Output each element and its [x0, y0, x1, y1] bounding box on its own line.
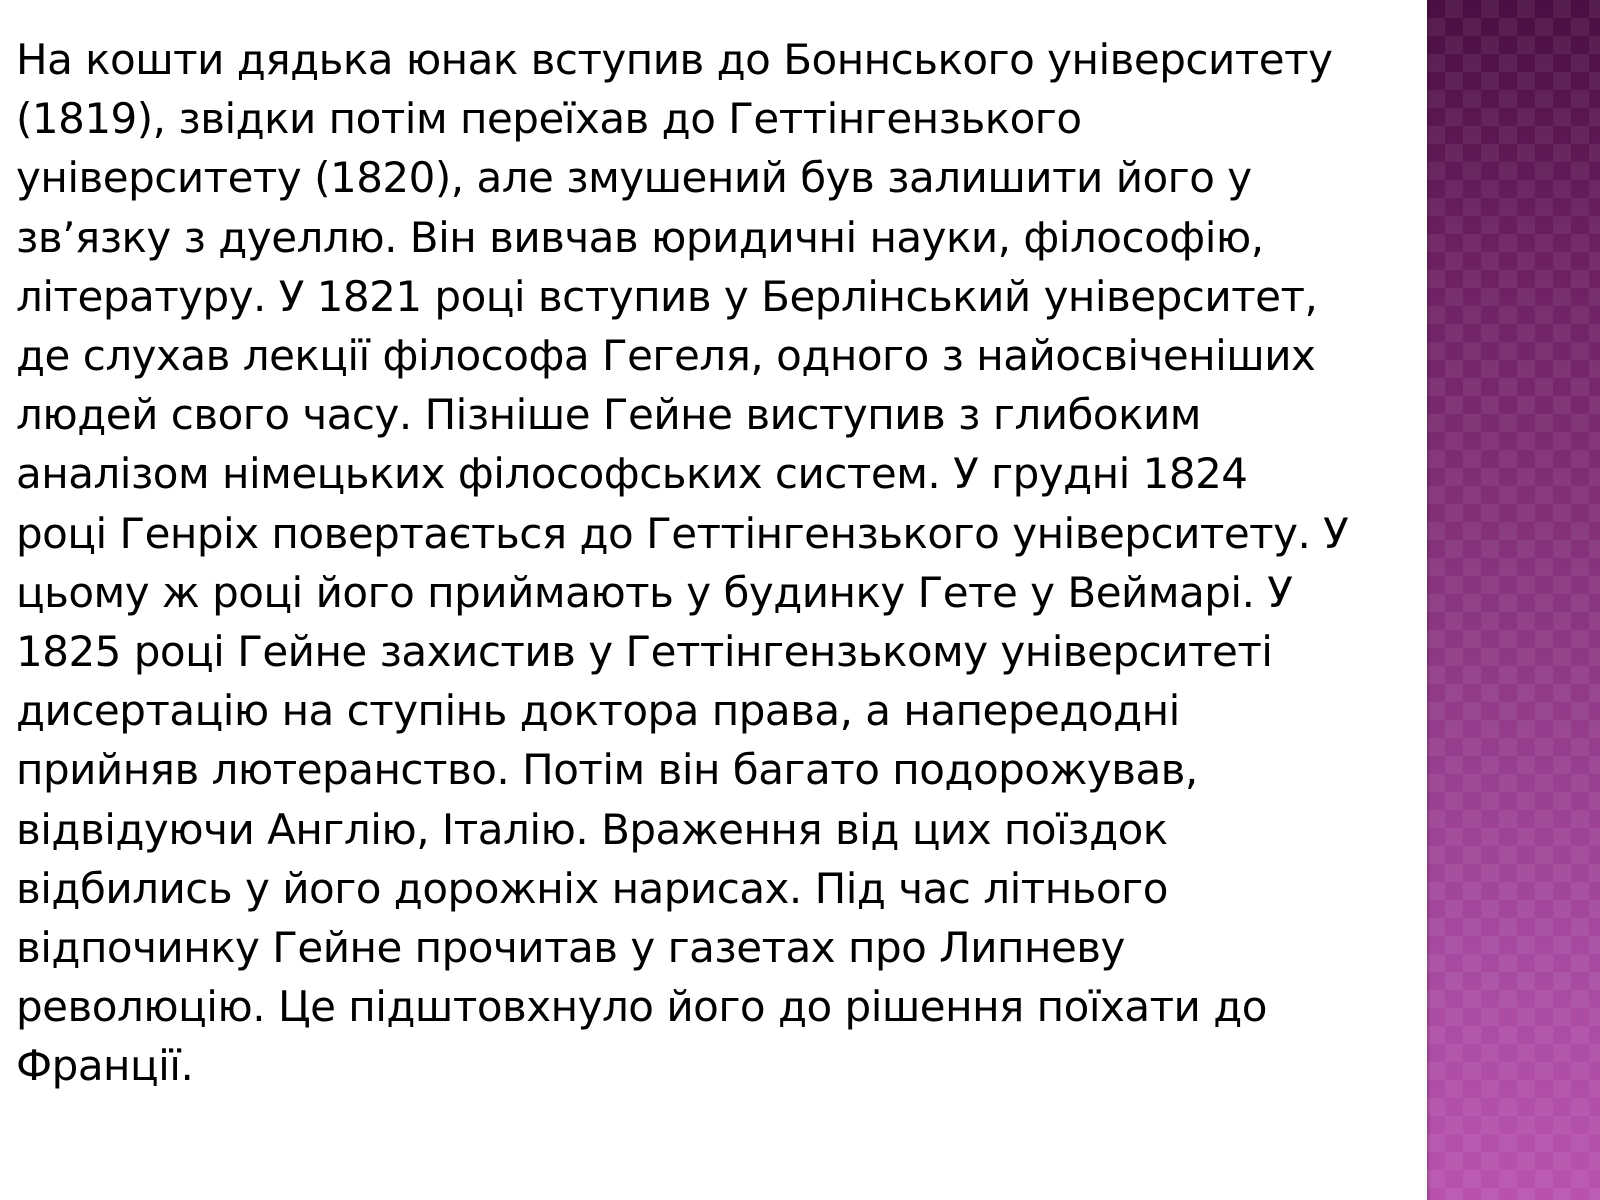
side-panel-edge — [1427, 0, 1431, 1200]
body-text: На кошти дядька юнак вступив до Боннського університету (1819), звідки потім переїхав до Геттінгензького університету (1820), але змушений був залишити його у зв’язку з дуеллю. Він вивчав юридичні науки, філософію, літературу. У 1821 році вступив у Берлінський університет, де слухав лекції філософа Гегеля, одного з найосвіченіших людей свого часу. Пізніше Гейне виступив з глибоким аналізом німецьких філософських систем. У грудні 1824 році Генріх повертається до Геттінгензького університету. У цьому ж році його приймають у будинку Гете у Веймарі. У 1825 році Гейне захистив у Геттінгензькому університеті дисертацію на ступінь доктора права, а напередодні прийняв лютеранство. Потім він багато подорожував, відвідуючи Англію, Італію. Враження від цих поїздок відбились у його дорожніх нарисах. Під час літнього відпочинку Гейне прочитав у газетах про Липневу революцію. Це підштовхнуло його до рішення поїхати до Франції. — [16, 35, 1349, 1091]
decorative-side-panel — [1427, 0, 1600, 1200]
